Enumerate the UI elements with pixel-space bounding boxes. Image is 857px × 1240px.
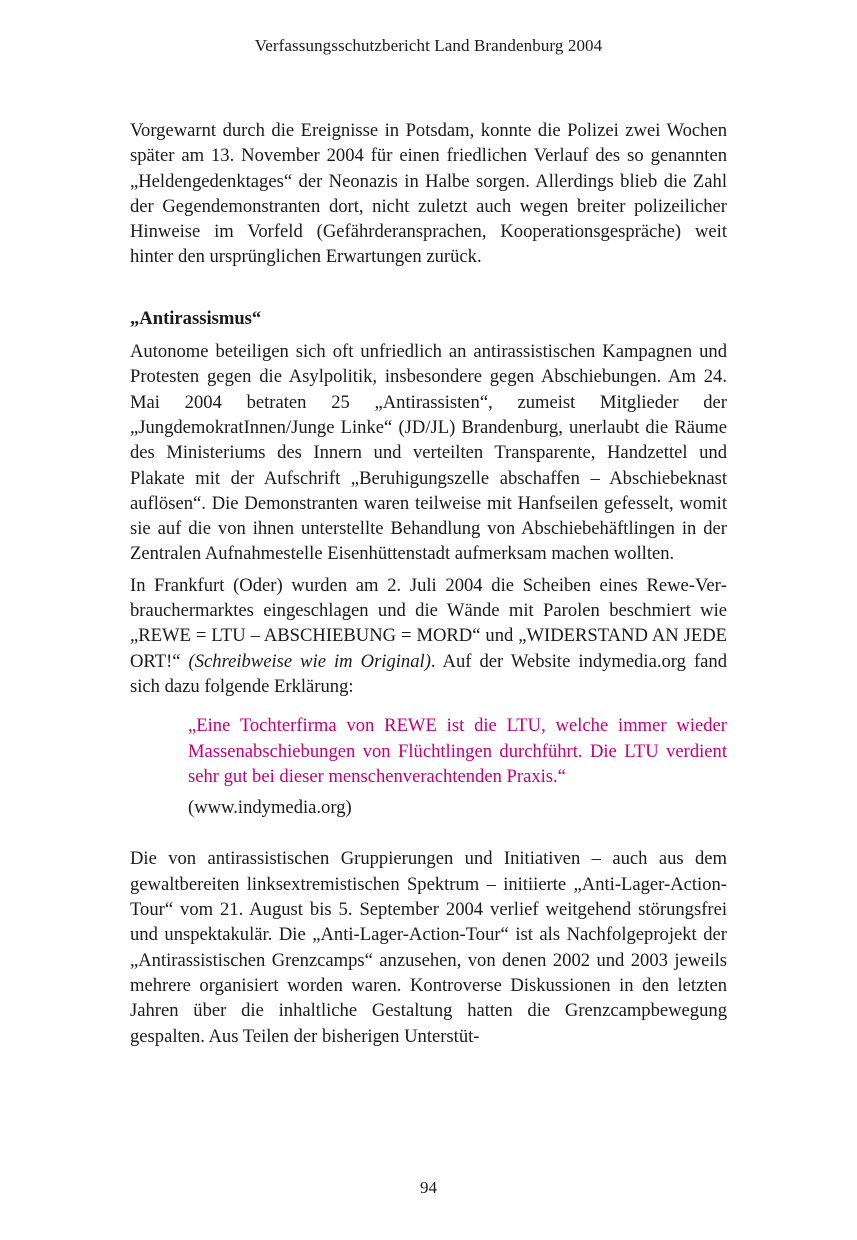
paragraph-ministerium: Autonome beteiligen sich oft unfriedlich an antirassistischen Kampagnen und Protesten gegen die Asylpolitik, insbesondere gegen Abschiebungen. Am 24. Mai 2004 betraten 25 „Antirassisten“, zumeist Mitglieder der „JungdemokratInnen/Junge Linke“ (JD/JL) Brandenburg, unerlaubt die Räume des Ministeriums des Innern und verteilten Transparente, Handzettel und Plakate mit der Aufschrift „Beruhigungszelle abschaffen – Abschiebeknast auflösen“. Die Demonstranten waren teilweise mit Hanfseilen gefesselt, womit sie auf die von ihnen unterstellte Behandlung von Abschiebehäftlingen in der Zentralen Aufnahmestelle Eisenhüttenstadt aufmerksam machen wollten. — [130, 341, 727, 565]
paragraph-anti-lager-tour: Die von antirassistischen Gruppierungen und Initiativen – auch aus dem gewaltbereiten linksextremistischen Spektrum – initiierte „Anti-Lager-Action-Tour“ vom 21. August bis 5. September 2004 verlief weitgehend störungsfrei und unspektakulär. Die „Anti-Lager-Action-Tour“ ist als Nachfolgeprojekt der „Antirassistischen Grenzcamps“ anzusehen, von denen 2002 und 2003 jeweils mehrere organisiert worden waren. Kontroverse Diskussionen in den letzten Jahren über die inhaltliche Gestaltung hatten die Grenzcampbewegung gespalten. Aus Teilen der bisherigen Unterstüt- — [130, 848, 727, 1047]
section-heading-antirassismus: „Antirassismus“ — [130, 307, 262, 329]
paragraph-halbe: Vorgewarnt durch die Ereignisse in Potsdam, konnte die Polizei zwei Wochen später am 13. November 2004 für einen friedlichen Verlauf des so genannten „Heldengedenktages“ der Neonazis in Halbe sorgen. Allerdings blieb die Zahl der Gegendemonstranten dort, nicht zuletzt auch wegen breiter polizeilicher Hinweise im Vorfeld (Gefährderansprachen, Kooperationsgespräche) weit hinter den ursprünglichen Erwartungen zurück. — [130, 120, 727, 268]
running-header: Verfassungsschutzbericht Land Brandenburg 2004 — [254, 36, 603, 55]
paragraph-frankfurt-end: . Auf der Website indymedia.org fand sich dazu folgende Erklärung: — [130, 650, 727, 697]
paragraph-frankfurt-text: In Frankfurt (Oder) wurden am 2. Juli 2004 die Scheiben eines Rewe-Verbrauchermarktes eingeschlagen und die Wände mit Parolen beschmiert wie „REWE = LTU – ABSCHIEBUNG = MORD“ und „WIDERSTAND AN JEDE ORT!“ — [130, 574, 727, 672]
section-spacer — [130, 270, 727, 306]
paragraph-frankfurt-italic: (Schreibweise wie im Original) — [188, 650, 431, 672]
page-number: 94 — [420, 1178, 437, 1197]
paragraph-frankfurt — [130, 573, 727, 699]
page-content — [130, 118, 727, 1049]
quote-source: (www.indymedia.org) — [188, 797, 352, 819]
section-spacer — [130, 820, 727, 846]
quote-indymedia: „Eine Tochterfirma von REWE ist die LTU, welche immer wieder Massenabschiebungen von Flüchtlingen durchführt. Die LTU verdient sehr gut bei dieser menschenverachtenden Praxis.“ — [188, 715, 727, 787]
